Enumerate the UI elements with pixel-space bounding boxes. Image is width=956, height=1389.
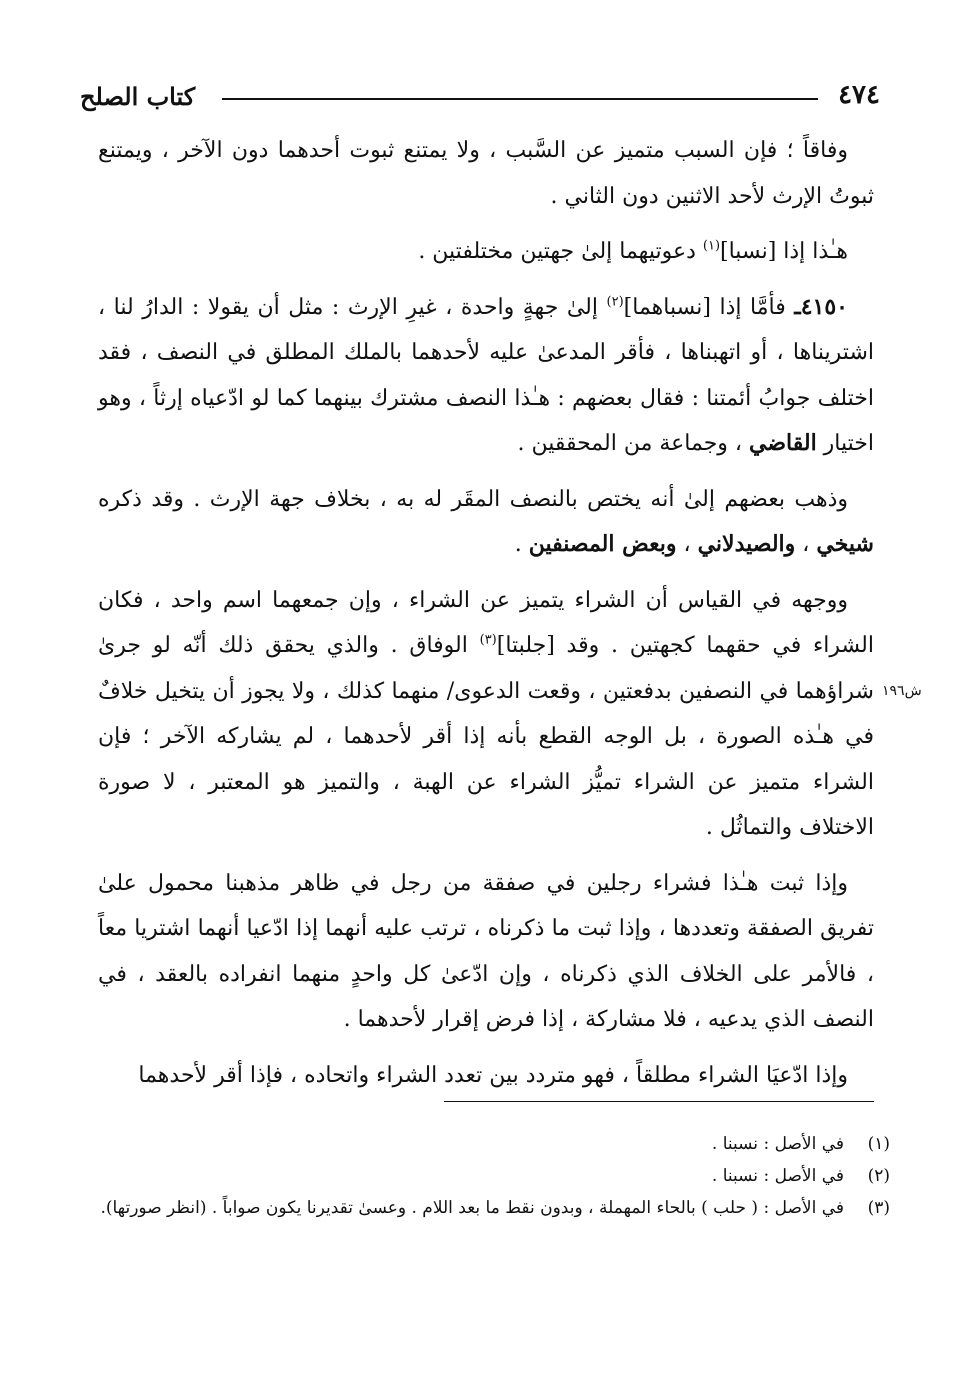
paragraph: وفاقاً ؛ فإن السبب متميز عن السَّبب ، ولا يمتنع ثبوت أحدهما دون الآخر ، ويمتنع ثبوتُ الإرث لأحد الاثنين دون الثاني . xyxy=(98,138,874,209)
footnote-marker: (٣) xyxy=(867,1198,890,1218)
footnote-ref: (١) xyxy=(702,238,721,254)
footnote-text: في الأصل : ( حلب ) بالحاء المهملة ، وبدون نقط ما بعد اللام . وعسىٰ تقديرنا يكون صواباً . (انظر صورتها). xyxy=(100,1198,844,1218)
footnote-ref: (٢) xyxy=(606,294,624,310)
footnotes xyxy=(98,1128,890,1224)
paragraph: وإذا ثبت هـٰذا فشراء رجلين في صفقة من رجل في ظاهر مذهبنا محمول علىٰ تفريق الصفقة وتعددها ، وإذا ثبت ما ذكرناه ، ترتب عليه أنهما إذا ادّعيا أنهما اشتريا معاً ، فالأمر على الخلاف الذي ذكرناه ، وإن ادّعىٰ كل واحدٍ منهما انفراده بالعقد ، في النصف الذي يدعيه ، فلا مشاركة ، إذا فرض إقرار لأحدهما . xyxy=(98,870,874,1032)
footnote-marker: (١) xyxy=(867,1134,890,1154)
manuscript-folio-note: ش١٩٦ xyxy=(882,683,922,699)
footnote-ref: (٣) xyxy=(479,632,497,648)
issue-number: ٤١٥٠ـ xyxy=(794,293,848,320)
footnote-separator xyxy=(444,1101,874,1102)
paragraph: وذهب بعضهم إلىٰ أنه يختص بالنصف المقَر له به ، بخلاف جهة الإرث . وقد ذكره شيخي ، والصيدلاني ، وبعض المصنفين . xyxy=(98,486,874,557)
header-rule xyxy=(222,98,818,100)
footnote-text: في الأصل : نسبنا . xyxy=(711,1166,844,1186)
page-header xyxy=(80,80,880,120)
footnote-text: في الأصل : نسبنا . xyxy=(711,1134,844,1154)
footnote xyxy=(98,1160,890,1192)
paragraph-4150: ٤١٥٠ـ فأمَّا إذا [نسباهما]$^{(٢)}$ إلىٰ جهةٍ واحدة ، غيرِ الإرث : مثل أن يقولا : الدارُ لنا ، اشتريناها ، أو اتهبناها ، فأقر المدعىٰ عليه لأحدهما بالملك المطلق في النصف ، فقد اختلف جوابُ أئمتنا : فقال بعضهم : هـٰذا النصف مشترك بينهما كما لو ادّعياه إرثاً ، وهو اختيار القاضي ، وجماعة من المحققين . xyxy=(98,293,874,456)
footnote xyxy=(98,1128,890,1160)
main-text xyxy=(98,128,874,1108)
paragraph: ووجهه في القياس أن الشراء يتميز عن الشراء ، وإن جمعهما اسم واحد ، فكان الشراء في حقهما كجهتين . وقد [جلبتا]$^{(٣)}$ الوفاق . والذي يحقق ذلك أنّه لو جرىٰ شراؤهما في النصفين بدفعتين ، وقعت الدعوى/ منهما كذلك ، ولا يجوز أن يتخيل خلافٌ في هـٰذه الصورة ، بل الوجه القطع بأنه إذا أقر لأحدهما ، لم يشاركه الآخر ؛ فإن الشراء متميز عن الشراء تميُّز الشراء عن الهبة ، والتميز هو المعتبر ، لا صورة الاختلاف والتماثُل . xyxy=(98,587,875,840)
scholar-name: القاضي xyxy=(749,430,817,456)
scholar-name: والصيدلاني xyxy=(697,531,796,557)
paragraph: هـٰذا إذا [نسبا]$^{(١)}$ دعوتيهما إلىٰ جهتين مختلفتين . xyxy=(418,238,848,264)
footnote-marker: (٢) xyxy=(867,1166,890,1186)
chapter-title: كتاب الصلح xyxy=(80,82,196,111)
footnote xyxy=(98,1192,890,1224)
scholar-name: شيخي xyxy=(816,531,874,557)
paragraph: وإذا ادّعيَا الشراء مطلقاً ، فهو متردد بين تعدد الشراء واتحاده ، فإذا أقر لأحدهما xyxy=(138,1062,848,1088)
scholar-name: وبعض المصنفين xyxy=(528,531,677,557)
page-number: ٤٧٤ xyxy=(838,80,880,110)
